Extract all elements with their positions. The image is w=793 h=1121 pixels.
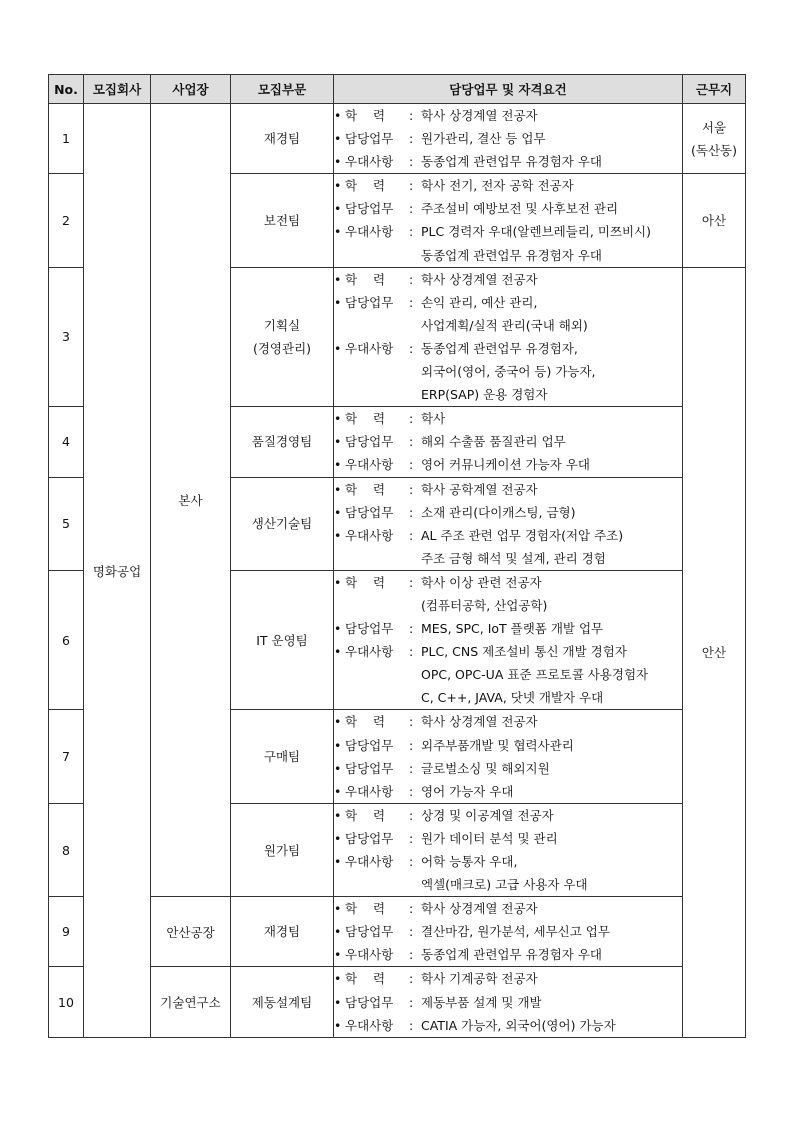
- bullet-mark: •: [334, 830, 342, 846]
- duties-cell: [334, 967, 683, 1037]
- duty-label: 학 력: [345, 574, 386, 590]
- duty-line: [334, 337, 682, 360]
- duty-label: 담당업무: [345, 830, 394, 846]
- duty-text: 상경 및 이공계열 전공자: [421, 807, 554, 823]
- duty-line: [334, 291, 682, 314]
- location-name: 아산: [701, 213, 727, 229]
- table-row: [49, 897, 746, 967]
- duty-label: 학 력: [345, 271, 386, 287]
- site-name: 본사: [178, 493, 203, 509]
- duty-text: 주조설비 예방보전 및 사후보전 관리: [421, 201, 619, 217]
- bullet-mark: •: [334, 434, 342, 450]
- bullet-mark: •: [334, 527, 342, 543]
- colon-mark: :: [409, 783, 414, 799]
- colon-mark: :: [409, 644, 414, 660]
- bullet-mark: •: [334, 224, 342, 240]
- duty-line: [334, 873, 682, 896]
- bullet-mark: •: [334, 971, 342, 987]
- duty-line: [334, 407, 682, 430]
- bullet-mark: •: [334, 411, 342, 427]
- duty-label: 담당업무: [345, 294, 394, 310]
- duty-text: 동종업계 관련업무 유경험자,: [421, 340, 578, 356]
- duty-line: [334, 640, 682, 663]
- row-number-cell: [49, 477, 84, 570]
- department-cell: [231, 803, 334, 896]
- duty-text: 손익 관리, 예산 관리,: [421, 294, 538, 310]
- duty-label: 학 력: [345, 108, 386, 123]
- bullet-mark: •: [334, 108, 342, 123]
- row-number: 6: [62, 632, 70, 648]
- department-cell: [231, 967, 334, 1037]
- department-name: 제동설계팀: [251, 994, 313, 1010]
- department-cell: [231, 407, 334, 477]
- colon-mark: :: [409, 481, 414, 497]
- bullet-mark: •: [334, 994, 342, 1010]
- colon-mark: :: [409, 294, 414, 310]
- duty-line: [334, 686, 682, 709]
- bullet-mark: •: [334, 271, 342, 287]
- header-department: 모집부문: [231, 75, 334, 104]
- location-cell-seoul: [683, 104, 746, 174]
- department-name: 보전팀: [263, 212, 301, 228]
- duty-label: 담당업무: [345, 924, 394, 940]
- duty-text: CATIA 가능자, 외국어(영어) 가능자: [421, 1017, 616, 1033]
- colon-mark: :: [409, 994, 414, 1010]
- colon-mark: :: [409, 854, 414, 869]
- duty-line: [334, 780, 682, 803]
- duty-text: 학사 상경계열 전공자: [421, 714, 538, 730]
- bullet-mark: •: [334, 154, 342, 170]
- bullet-mark: •: [334, 574, 342, 590]
- duty-text: 동종업계 관련업무 유경험자 우대: [421, 947, 602, 963]
- colon-mark: :: [409, 434, 414, 450]
- duty-label: 담당업무: [345, 434, 394, 450]
- duty-text: 해외 수출품 품질관리 업무: [421, 434, 566, 450]
- bullet-mark: •: [334, 924, 342, 940]
- duty-line: [334, 663, 682, 686]
- table-body: [49, 104, 746, 1038]
- duties-cell: [334, 267, 683, 407]
- colon-mark: :: [409, 971, 414, 987]
- duty-text: 소재 관리(다이캐스팅, 금형): [421, 504, 576, 520]
- duty-text: ERP(SAP) 운용 경험자: [421, 387, 548, 403]
- duty-line: [334, 850, 682, 873]
- duty-text: 학사: [421, 411, 446, 427]
- duty-text: 사업계획/실적 관리(국내 해외): [421, 317, 588, 333]
- bullet-mark: •: [334, 504, 342, 520]
- duty-line: [334, 827, 682, 850]
- duty-line: [334, 104, 682, 127]
- location-cell-ansan: [683, 267, 746, 1037]
- colon-mark: :: [409, 108, 414, 123]
- company-name: 명화공업: [92, 564, 142, 579]
- colon-mark: :: [409, 224, 414, 240]
- department-cell: [231, 104, 334, 174]
- department-name: 원가팀: [263, 842, 301, 858]
- duty-line: [334, 197, 682, 220]
- header-duties: 담당업무 및 자격요건: [334, 75, 683, 104]
- department-name: 구매팀: [263, 749, 301, 765]
- bullet-mark: •: [334, 644, 342, 660]
- duty-line: [334, 453, 682, 476]
- duty-text: 제동부품 설계 및 개발: [421, 994, 542, 1010]
- bullet-mark: •: [334, 807, 342, 823]
- row-number-cell: [49, 267, 84, 407]
- colon-mark: :: [409, 411, 414, 427]
- colon-mark: :: [409, 527, 414, 543]
- duties-cell: [334, 174, 683, 267]
- row-number: 2: [62, 212, 70, 228]
- duty-label: 담당업무: [345, 201, 394, 217]
- duty-line: [334, 360, 682, 383]
- department-name: (경영관리): [252, 340, 312, 356]
- duty-line: [334, 617, 682, 640]
- row-number: 4: [62, 434, 70, 450]
- bullet-mark: •: [334, 481, 342, 497]
- department-cell: [231, 710, 334, 803]
- duties-cell: [334, 897, 683, 967]
- colon-mark: :: [409, 271, 414, 287]
- duty-line: [334, 571, 682, 594]
- bullet-mark: •: [334, 783, 342, 799]
- duty-label: 담당업무: [345, 621, 394, 637]
- duty-label: 담당업무: [345, 994, 394, 1010]
- colon-mark: :: [409, 924, 414, 940]
- duty-line: [334, 127, 682, 150]
- duty-label: 우대사항: [345, 854, 394, 869]
- colon-mark: :: [409, 760, 414, 776]
- duty-line: [334, 1014, 682, 1037]
- duty-line: [334, 524, 682, 547]
- duty-text: AL 주조 관련 업무 경험자(저압 주조): [421, 527, 624, 543]
- row-number-cell: [49, 967, 84, 1037]
- bullet-mark: •: [334, 201, 342, 217]
- colon-mark: :: [409, 457, 414, 473]
- duty-text: PLC, CNS 제조설비 통신 개발 경험자: [421, 644, 627, 660]
- duty-text: 영어 가능자 우대: [421, 783, 514, 799]
- duty-line: [334, 594, 682, 617]
- colon-mark: :: [409, 574, 414, 590]
- duty-label: 학 력: [345, 411, 386, 427]
- department-name: 기획실: [263, 317, 301, 333]
- duty-line: [334, 430, 682, 453]
- duty-line: [334, 967, 682, 990]
- duty-label: 학 력: [345, 481, 386, 497]
- duty-text: PLC 경력자 우대(알렌브레들리, 미쯔비시): [421, 224, 652, 240]
- row-number-cell: [49, 710, 84, 803]
- row-number-cell: [49, 897, 84, 967]
- colon-mark: :: [409, 154, 414, 170]
- bullet-mark: •: [334, 294, 342, 310]
- duty-line: [334, 478, 682, 501]
- department-cell: [231, 570, 334, 710]
- colon-mark: :: [409, 807, 414, 823]
- duty-label: 우대사항: [345, 340, 394, 356]
- duty-label: 담당업무: [345, 760, 394, 776]
- header-no: No.: [49, 75, 84, 104]
- site-name: 안산공장: [166, 924, 215, 940]
- colon-mark: :: [409, 131, 414, 147]
- duty-text: 영어 커뮤니케이션 가능자 우대: [421, 457, 590, 473]
- duty-text: C, C++, JAVA, 닷넷 개발자 우대: [421, 690, 604, 706]
- department-cell: [231, 477, 334, 570]
- header-location: 근무지: [683, 75, 746, 104]
- department-name: 재경팀: [263, 924, 301, 940]
- duty-line: [334, 991, 682, 1014]
- duty-text: 학사 전기, 전자 공학 전공자: [421, 178, 574, 194]
- duty-label: 우대사항: [345, 644, 394, 660]
- duty-line: [334, 547, 682, 570]
- duty-text: 학사 상경계열 전공자: [421, 271, 538, 287]
- duty-text: 학사 상경계열 전공자: [421, 108, 538, 123]
- row-number-cell: [49, 803, 84, 896]
- duties-cell: [334, 477, 683, 570]
- department-name: 재경팀: [263, 131, 301, 147]
- location-line: (독산동): [691, 142, 737, 158]
- bullet-mark: •: [334, 854, 342, 869]
- row-number: 1: [62, 131, 70, 147]
- duty-line: [334, 501, 682, 524]
- duties-cell: [334, 710, 683, 803]
- duties-cell: [334, 104, 683, 174]
- bullet-mark: •: [334, 178, 342, 194]
- table-row: [49, 967, 746, 1037]
- colon-mark: :: [409, 1017, 414, 1033]
- duty-label: 우대사항: [345, 1017, 394, 1033]
- header-row: [49, 75, 746, 104]
- row-number-cell: [49, 570, 84, 710]
- duty-label: 우대사항: [345, 947, 394, 963]
- duty-text: 학사 공학계열 전공자: [421, 481, 538, 497]
- site-cell-rnd: [151, 967, 231, 1037]
- duty-text: 외국어(영어, 중국어 등) 가능자,: [421, 364, 596, 380]
- duty-line: [334, 943, 682, 966]
- duty-line: [334, 920, 682, 943]
- duty-text: 글로벌소싱 및 해외지원: [421, 760, 550, 776]
- colon-mark: :: [409, 714, 414, 730]
- duty-label: 우대사항: [345, 783, 394, 799]
- colon-mark: :: [409, 947, 414, 963]
- colon-mark: :: [409, 201, 414, 217]
- duty-line: [334, 757, 682, 780]
- row-number-cell: [49, 407, 84, 477]
- duty-line: [334, 314, 682, 337]
- row-number: 7: [62, 749, 70, 765]
- department-cell: [231, 267, 334, 407]
- duty-text: 원가관리, 결산 등 업무: [421, 131, 546, 147]
- duty-line: [334, 174, 682, 197]
- duties-cell: [334, 407, 683, 477]
- duty-line: [334, 897, 682, 920]
- site-cell-ansan-plant: [151, 897, 231, 967]
- duties-cell: [334, 570, 683, 710]
- bullet-mark: •: [334, 1017, 342, 1033]
- location-name: 안산: [701, 645, 727, 661]
- row-number: 9: [62, 924, 70, 940]
- duty-text: OPC, OPC-UA 표준 프로토콜 사용경험자: [421, 667, 649, 683]
- duty-text: 학사 상경계열 전공자: [421, 901, 538, 917]
- table-row: [49, 104, 746, 174]
- duty-line: [334, 220, 682, 243]
- bullet-mark: •: [334, 760, 342, 776]
- department-name: 품질경영팀: [251, 434, 313, 450]
- bullet-mark: •: [334, 947, 342, 963]
- row-number-cell: [49, 104, 84, 174]
- colon-mark: :: [409, 901, 414, 917]
- colon-mark: :: [409, 621, 414, 637]
- duty-line: [334, 268, 682, 291]
- duty-line: [334, 150, 682, 173]
- site-name: 기술연구소: [160, 995, 221, 1011]
- colon-mark: :: [409, 340, 414, 356]
- duty-text: 학사 이상 관련 전공자: [421, 574, 542, 590]
- duty-text: 동종업계 관련업무 유경험자 우대: [421, 247, 602, 263]
- duty-label: 우대사항: [345, 527, 394, 543]
- bullet-mark: •: [334, 131, 342, 147]
- duty-text: 외주부품개발 및 협력사관리: [421, 737, 574, 753]
- department-cell: [231, 897, 334, 967]
- duty-label: 학 력: [345, 971, 386, 987]
- duty-text: 원가 데이터 분석 및 관리: [421, 830, 558, 846]
- duty-label: 학 력: [345, 901, 386, 917]
- department-cell: [231, 174, 334, 267]
- duty-text: 결산마감, 원가분석, 세무신고 업무: [421, 924, 610, 940]
- duty-text: 어학 능통자 우대,: [421, 854, 518, 869]
- duty-text: 동종업계 관련업무 유경험자 우대: [421, 154, 602, 170]
- bullet-mark: •: [334, 621, 342, 637]
- header-company: 모집회사: [84, 75, 151, 104]
- location-line: 서울: [701, 119, 727, 135]
- department-name: 생산기술팀: [251, 516, 313, 532]
- bullet-mark: •: [334, 340, 342, 356]
- row-number: 8: [62, 842, 70, 858]
- duty-label: 담당업무: [345, 131, 394, 147]
- colon-mark: :: [409, 737, 414, 753]
- site-cell-hq: [151, 104, 231, 897]
- location-cell-asan: [683, 174, 746, 267]
- duty-label: 우대사항: [345, 457, 394, 473]
- duty-text: (컴퓨터공학, 산업공학): [421, 597, 548, 613]
- duty-label: 담당업무: [345, 504, 394, 520]
- duty-label: 학 력: [345, 178, 386, 194]
- colon-mark: :: [409, 504, 414, 520]
- company-cell: [84, 104, 151, 1038]
- duties-cell: [334, 803, 683, 896]
- job-posting-table: [48, 74, 746, 1038]
- header-site: 사업장: [151, 75, 231, 104]
- duty-line: [334, 804, 682, 827]
- row-number: 3: [62, 329, 70, 345]
- duty-label: 학 력: [345, 807, 386, 823]
- department-name: IT 운영팀: [256, 632, 308, 648]
- duty-line: [334, 244, 682, 267]
- row-number: 5: [62, 516, 70, 532]
- row-number: 10: [58, 994, 74, 1010]
- duty-line: [334, 734, 682, 757]
- duty-label: 학 력: [345, 714, 386, 730]
- bullet-mark: •: [334, 714, 342, 730]
- bullet-mark: •: [334, 901, 342, 917]
- duty-line: [334, 383, 682, 406]
- colon-mark: :: [409, 830, 414, 846]
- duty-text: 주조 금형 해석 및 설계, 관리 경험: [421, 550, 606, 566]
- duty-text: MES, SPC, IoT 플랫폼 개발 업무: [421, 621, 604, 637]
- duty-text: 엑셀(매크로) 고급 사용자 우대: [421, 877, 588, 893]
- row-number-cell: [49, 174, 84, 267]
- duty-text: 학사 기계공학 전공자: [421, 971, 538, 987]
- duty-label: 담당업무: [345, 737, 394, 753]
- colon-mark: :: [409, 178, 414, 194]
- duty-label: 우대사항: [345, 154, 394, 170]
- duty-line: [334, 710, 682, 733]
- duty-label: 우대사항: [345, 224, 394, 240]
- bullet-mark: •: [334, 737, 342, 753]
- bullet-mark: •: [334, 457, 342, 473]
